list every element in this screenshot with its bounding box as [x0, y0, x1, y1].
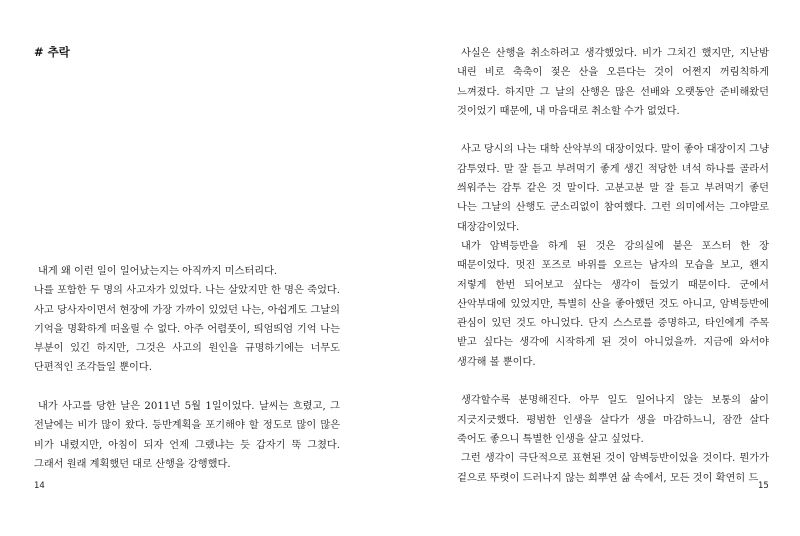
paragraph: 나를 포함한 두 명의 사고자가 있었다. 나는 살았지만 한 명은 죽었다. 사고 당사자이면서 현장에 가장 가까이 있었던 나는, 아쉽게도 그날의 기억을 명확하게 떠올릴 수 없다. 아주 어렴풋이, 띄엄띄엄 기억 나는 부분이 있긴 하지만, 그것은 사고의 원인을 규명하기에는 너무도 단편적인 조각들일 뿐이다.	[34, 285, 340, 374]
paragraph: 사실은 산행을 취소하려고 생각했었다. 비가 그치긴 했지만, 지난밤 내린 비로 축축이 젖은 산을 오른다는 것이 어쩐지 꺼림칙하게 느껴졌다. 하지만 그 날의 산행은 많은 선배와 오랫동안 준비해왔던 것이었기 때문에, 내 마음대로 취소할 수가 없었다.	[457, 48, 769, 117]
page-number: 15	[758, 481, 769, 491]
paragraph: 내가 암벽등반을 하게 된 것은 강의실에 붙은 포스터 한 장 때문이었다. 멋진 포즈로 바위를 오르는 남자의 모습을 보고, 왠지 저렇게 한번 되어보고 싶다는 생각이 들었기 때문이다. 군에서 산악부대에 있었지만, 특별히 산을 좋아했던 것도 아니고, 암벽등반에 관심이 있던 것도 아니었다. 단지 스스로를 증명하고, 타인에게 주목 받고 싶다는 생각에 시작하게 된 것이 아니었을까. 지금에 와서야 생각해 볼 뿐이다.	[457, 240, 769, 368]
page-number: 14	[34, 481, 45, 491]
paragraph: 내가 사고를 당한 날은 2011년 5월 1일이었다. 날씨는 흐렸고, 그 전날에는 비가 많이 왔다. 등반계획을 포기해야 할 정도로 많이 많은 비가 내렸지만, 아침이 되자 언제 그랬냐는 듯 갑자기 뚝 그쳤다. 그래서 원래 계획했던 대로 산행을 강행했다.	[34, 401, 340, 470]
paragraph: 사고 당시의 나는 대학 산악부의 대장이었다. 말이 좋아 대장이지 그냥 감투였다. 말 잘 듣고 부려먹기 좋게 생긴 적당한 녀석 하나를 골라서 씌워주는 감투 같은 것 말이다. 고분고분 말 잘 듣고 부려먹기 좋던 나는 그날의 산행도 군소리없이 참여했다. 그런 의미에서는 그야말로 대장감이었다.	[457, 144, 769, 233]
paragraph: 내게 왜 이런 일이 일어났는지는 아직까지 미스터리다.	[38, 266, 278, 277]
paragraph: 생각할수록 분명해진다. 아무 일도 일어나지 않는 보통의 삶이 지긋지긋했다. 평범한 인생을 살다가 생을 마감하느니, 잠깐 살다 죽어도 좋으니 특별한 인생을 살고 싶었다.	[457, 395, 769, 445]
left-body-text	[34, 262, 340, 474]
chapter-title: # 추락	[34, 45, 70, 59]
paragraph: 그런 생각이 극단적으로 표현된 것이 암벽등반이었을 것이다. 뭔가가 겉으로 뚜렷이 드러나지 않는 희뿌연 삶 속에서, 모든 것이 확연히 드	[457, 453, 769, 484]
right-body-text	[457, 44, 769, 488]
right-page	[400, 0, 800, 536]
